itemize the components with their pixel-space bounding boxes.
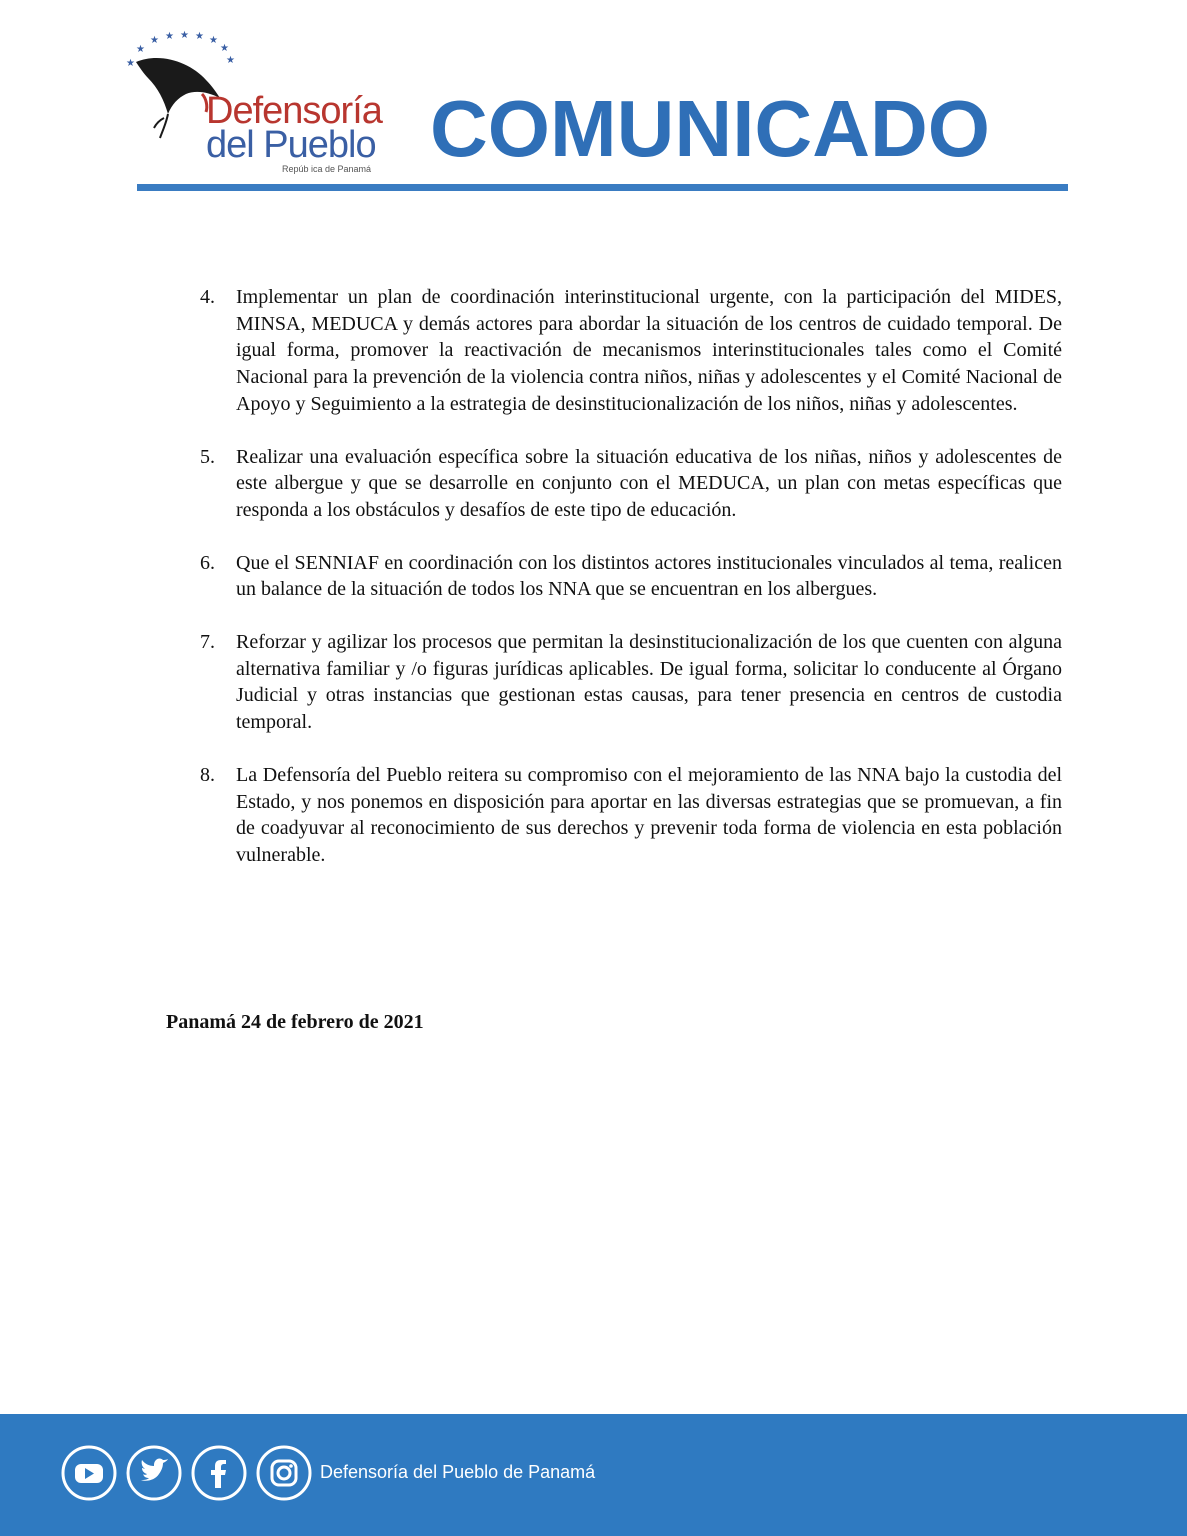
list-item	[196, 550, 1062, 603]
twitter-icon[interactable]	[125, 1444, 183, 1502]
header-divider	[137, 184, 1068, 191]
item-number: 6.	[200, 551, 215, 574]
item-text: Que el SENNIAF en coordinación con los distintos actores institucionales vinculados al tema, realicen un balance de la situación de todos los NNA que se encuentran en los albergues.	[236, 551, 1062, 601]
page-title: COMUNICADO	[430, 84, 990, 173]
item-text: Implementar un plan de coordinación interinstitucional urgente, con la participación del MIDES, MINSA, MEDUCA y demás actores para abordar la situación de los centros de cuidado temporal. De igual forma, promover la reactivación de mecanismos interinstitucionales tales como el Comité Nacional para la prevención de la violencia contra niños, niñas y adolescentes y el Comité Nacional de Apoyo y Seguimiento a la estrategia de desinstitucionalización de los niños, niñas y adolescentes.	[236, 286, 1062, 415]
logo-name-line2: del Pueblo	[206, 124, 376, 166]
svg-text:★: ★	[150, 35, 159, 46]
item-number: 5.	[200, 445, 215, 468]
youtube-icon[interactable]	[60, 1444, 118, 1502]
list-item	[196, 444, 1062, 524]
item-text: Reforzar y agilizar los procesos que permitan la desinstitucionalización de los que cuenten con alguna alternativa familiar y /o figuras jurídicas aplicables. De igual forma, solicitar lo conducente al Órgano Judicial y otras instancias que gestionan estas causas, para tener presencia en centros de custodia temporal.	[236, 631, 1062, 734]
svg-text:★: ★	[209, 35, 218, 46]
svg-text:★: ★	[126, 58, 135, 69]
item-number: 4.	[200, 286, 215, 308]
item-text: La Defensoría del Pueblo reitera su compromiso con el mejoramiento de las NNA bajo la custodia del Estado, y nos ponemos en disposición para aportar en las diversas estrategias que se promuevan, a fin de coadyuvar al reconocimiento de sus derechos y prevenir toda forma de violencia en esta población vulnerable.	[236, 763, 1062, 866]
svg-text:★: ★	[136, 44, 145, 55]
logo-subtitle: Repúb ica de Panamá	[282, 164, 372, 174]
item-number: 7.	[200, 631, 215, 654]
list-item	[196, 629, 1062, 736]
item-text: Realizar una evaluación específica sobre la situación educativa de los niñas, niños y adolescentes de este albergue y que se desarrolle en conjunto con el MEDUCA, un plan con metas específicas que responda a los obstáculos y desafíos de este tipo de educación.	[236, 445, 1062, 521]
defensoria-logo	[120, 28, 410, 178]
list-item	[196, 284, 1062, 418]
svg-text:★: ★	[220, 43, 229, 54]
recommendations-list	[196, 284, 1062, 895]
facebook-icon[interactable]	[190, 1444, 248, 1502]
svg-text:★: ★	[180, 30, 189, 41]
footer-bar	[0, 1414, 1187, 1536]
item-number: 8.	[200, 763, 215, 786]
logo-name-line1: Defensoría	[206, 90, 382, 132]
date-line: Panamá 24 de febrero de 2021	[166, 1011, 424, 1033]
footer-org-name: Defensoría del Pueblo de Panamá	[320, 1462, 596, 1482]
svg-text:★: ★	[165, 31, 174, 42]
list-item	[196, 762, 1062, 869]
svg-text:★: ★	[195, 31, 204, 42]
instagram-icon[interactable]	[255, 1444, 313, 1502]
svg-text:★: ★	[226, 55, 235, 66]
